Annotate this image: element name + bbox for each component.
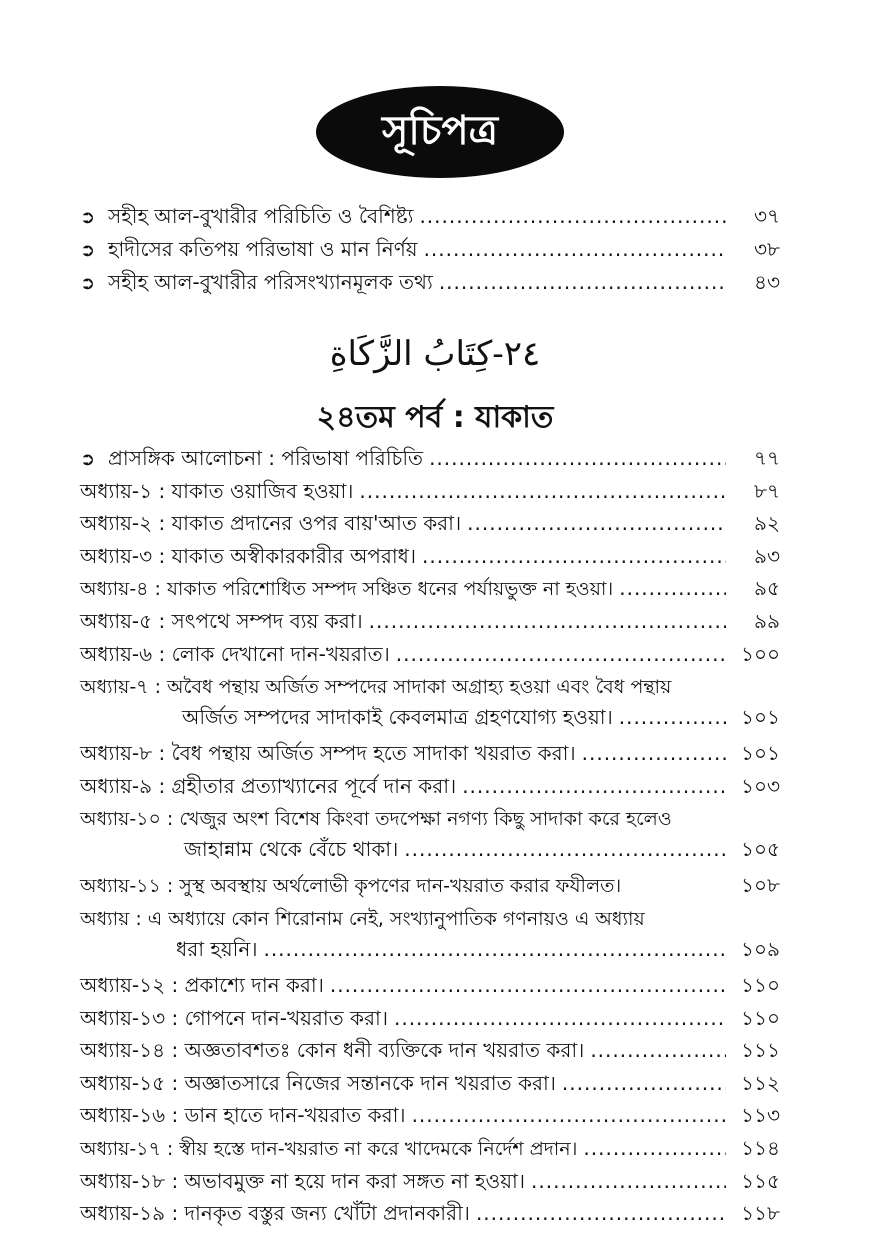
leader-dots [467, 509, 726, 537]
leader-dots [263, 934, 726, 964]
toc-entry[interactable] [80, 640, 780, 673]
arrow-icon: ➲ [80, 449, 96, 470]
page-title: সূচিপত্র [382, 106, 498, 154]
toc-entry[interactable] [80, 871, 780, 904]
toc-entry-label: অধ্যায়-৭ : অবৈধ পন্থায় অর্জিত সম্পদের সাদাকা অগ্রাহ্য হওয়া এবং বৈধ পন্থায় [80, 676, 672, 699]
leader-dots [562, 1069, 726, 1097]
section-heading: ২৪তম পর্ব : যাকাত [316, 400, 554, 435]
toc-entry-page: ১১১ [741, 1038, 780, 1063]
toc-entry-label: অধ্যায় : এ অধ্যায়ে কোন শিরোনাম নেই, সংখ্যানুপাতিক গণনায়ও এ অধ্যায় [80, 907, 645, 930]
toc-entry[interactable] [80, 1167, 780, 1200]
intro-item-page: ৪৩ [754, 270, 780, 294]
toc-entry-page: ১১৫ [741, 1168, 780, 1193]
toc-entry[interactable] [80, 672, 780, 739]
toc-entry-label: অধ্যায়-১৩ : গোপনে দান-খয়রাত করা। [80, 1005, 388, 1030]
arrow-icon: ➲ [80, 240, 96, 261]
toc-entry-page: ১১২ [741, 1070, 780, 1095]
toc-entry-page: ৯২ [754, 511, 780, 536]
toc-entry-label: অধ্যায়-৮ : বৈধ পন্থায় অর্জিত সম্পদ হতে সাদাকা খয়রাত করা। [80, 741, 576, 766]
toc-entry-continuation [80, 834, 780, 864]
toc-entry-label: অধ্যায়-১০ : খেজুর অংশ বিশেষ কিংবা তদপেক্ষা নগণ্য কিছু সাদাকা করে হলেও [80, 808, 672, 831]
leader-dots [462, 772, 726, 800]
leader-dots [582, 739, 726, 767]
toc-entry[interactable] [80, 1134, 780, 1167]
leader-dots [394, 1004, 726, 1032]
toc-entry-label: অধ্যায়-২ : যাকাত প্রদানের ওপর বায়'আত করা। [80, 511, 462, 536]
toc-entry[interactable] [80, 1036, 780, 1069]
toc-entry-page: ১০৮ [741, 873, 780, 898]
toc-entry-label-cont: জাহান্নাম থেকে বেঁচে থাকা। [184, 837, 399, 862]
leader-dots [412, 1101, 726, 1129]
toc-entry-page: ১১০ [741, 1005, 780, 1030]
toc-entry-label: অধ্যায়-১৭ : স্বীয় হস্তে দান-খয়রাত না করে খাদেমকে নির্দেশ প্রদান। [80, 1137, 578, 1160]
toc-entry-page: ১০০ [741, 641, 780, 666]
toc-entry-page: ১১৪ [741, 1135, 780, 1160]
toc-entry-page: ১০৫ [741, 837, 780, 862]
toc-entry-page: ১১৮ [741, 1201, 780, 1226]
toc-entry[interactable] [80, 574, 780, 607]
intro-item-page: ৩৮ [754, 237, 780, 261]
toc-entry-page: ১০১ [741, 741, 780, 766]
toc-entry-label: অধ্যায়-১২ : প্রকাশ্যে দান করা। [80, 972, 324, 997]
toc-entry-label: অধ্যায়-১৪ : অজ্ঞতাবশতঃ কোন ধনী ব্যক্তিকে দান খয়রাত করা। [80, 1038, 585, 1063]
leader-dots [619, 574, 726, 602]
toc-entry-label-cont: অর্জিত সম্পদের সাদাকাই কেবলমাত্র গ্রহণযোগ্য হওয়া। [182, 705, 613, 730]
arabic-heading: ٢٤-كِتَابُ الزَّكَاةِ [329, 334, 541, 374]
toc-entry-page: ১১৩ [741, 1103, 780, 1128]
intro-item[interactable] [80, 235, 780, 268]
leader-dots [396, 640, 726, 668]
toc-entry[interactable] [80, 607, 780, 640]
intro-item-label: সহীহ আল-বুখারীর পরিচিতি ও বৈশিষ্ট্য [108, 204, 414, 228]
toc-entry-continuation [80, 702, 780, 732]
leader-dots [419, 202, 726, 230]
toc-entry-label: অধ্যায়-৩ : যাকাত অস্বীকারকারীর অপরাধ। [80, 543, 417, 568]
toc-entry-page: ১০১ [741, 705, 780, 730]
intro-item[interactable] [80, 268, 780, 301]
leader-dots [476, 1199, 726, 1227]
toc-entry[interactable] [80, 509, 780, 542]
toc-entry-page: ৭৭ [753, 446, 780, 470]
intro-item-page: ৩৭ [753, 204, 780, 228]
toc-entry[interactable] [80, 477, 780, 510]
toc-entry-page: ৯৯ [754, 608, 780, 633]
leader-dots [583, 1134, 726, 1162]
toc-entry[interactable] [80, 1101, 780, 1134]
title-badge [316, 86, 564, 178]
toc-entry-label: অধ্যায়-৪ : যাকাত পরিশোধিত সম্পদ সঞ্চিত ধনের পর্যায়ভুক্ত না হওয়া। [80, 578, 614, 601]
arrow-icon: ➲ [80, 273, 96, 294]
toc-entry-page: ১০৩ [741, 773, 780, 798]
toc-entry-label: অধ্যায়-৬ : লোক দেখানো দান-খয়রাত। [80, 641, 390, 666]
leader-dots [424, 235, 726, 263]
toc-entry[interactable] [80, 804, 780, 871]
toc-entry[interactable] [80, 444, 780, 477]
toc-entry[interactable] [80, 971, 780, 1004]
toc-entry-label: অধ্যায়-১৬ : ডান হাতে দান-খয়রাত করা। [80, 1103, 406, 1128]
toc-entry-label: অধ্যায়-৯ : গ্রহীতার প্রত্যাখ্যানের পূর্বে দান করা। [80, 773, 457, 798]
leader-dots [359, 477, 726, 505]
toc-entry-page: ৯৩ [754, 543, 780, 568]
toc-entry-label: অধ্যায়-৫ : সৎপথে সম্পদ ব্যয় করা। [80, 608, 363, 633]
intro-list [80, 202, 780, 301]
toc-entry[interactable] [80, 1199, 780, 1232]
leader-dots [590, 1036, 726, 1064]
leader-dots [404, 834, 726, 864]
toc-entry[interactable] [80, 904, 780, 971]
toc-entry[interactable] [80, 739, 780, 772]
toc-list [80, 444, 780, 1232]
toc-entry-label: অধ্যায়-১৮ : অভাবমুক্ত না হয়ে দান করা সঙ্গত না হওয়া। [80, 1168, 526, 1193]
leader-dots [531, 1167, 726, 1195]
toc-entry-label: প্রাসঙ্গিক আলোচনা : পরিভাষা পরিচিতি [108, 446, 424, 470]
toc-entry[interactable] [80, 1069, 780, 1102]
toc-entry-label: অধ্যায়-১১ : সুস্থ অবস্থায় অর্থলোভী কৃপণের দান-খয়রাত করার ফযীলত। [80, 875, 622, 898]
toc-entry[interactable] [80, 542, 780, 575]
toc-entry-label: অধ্যায়-১৯ : দানকৃত বস্তুর জন্য খোঁটা প্রদানকারী। [80, 1201, 470, 1226]
intro-item-label: সহীহ আল-বুখারীর পরিসংখ্যানমূলক তথ্য [108, 270, 433, 294]
toc-entry-page: ৮৭ [754, 478, 780, 503]
toc-entry-page: ৯৫ [754, 576, 780, 601]
toc-entry-label-cont: ধরা হয়নি। [176, 936, 258, 961]
intro-item[interactable] [80, 202, 780, 235]
leader-dots [439, 268, 726, 296]
toc-entry-continuation [80, 934, 780, 964]
arrow-icon: ➲ [80, 207, 96, 228]
toc-entry-page: ১০৯ [741, 936, 780, 961]
toc-entry-label: অধ্যায়-১৫ : অজ্ঞাতসারে নিজের সন্তানকে দান খয়রাত করা। [80, 1070, 556, 1095]
leader-dots [422, 542, 726, 570]
leader-dots [369, 607, 726, 635]
toc-entry[interactable] [80, 1004, 780, 1037]
toc-entry-label: অধ্যায়-১ : যাকাত ওয়াজিব হওয়া। [80, 478, 354, 503]
toc-entry[interactable] [80, 772, 780, 805]
toc-entry-page: ১১০ [741, 972, 780, 997]
leader-dots [330, 971, 726, 999]
intro-item-label: হাদীসের কতিপয় পরিভাষা ও মান নির্ণয় [108, 237, 418, 261]
leader-dots [429, 444, 726, 472]
leader-dots [619, 702, 726, 732]
